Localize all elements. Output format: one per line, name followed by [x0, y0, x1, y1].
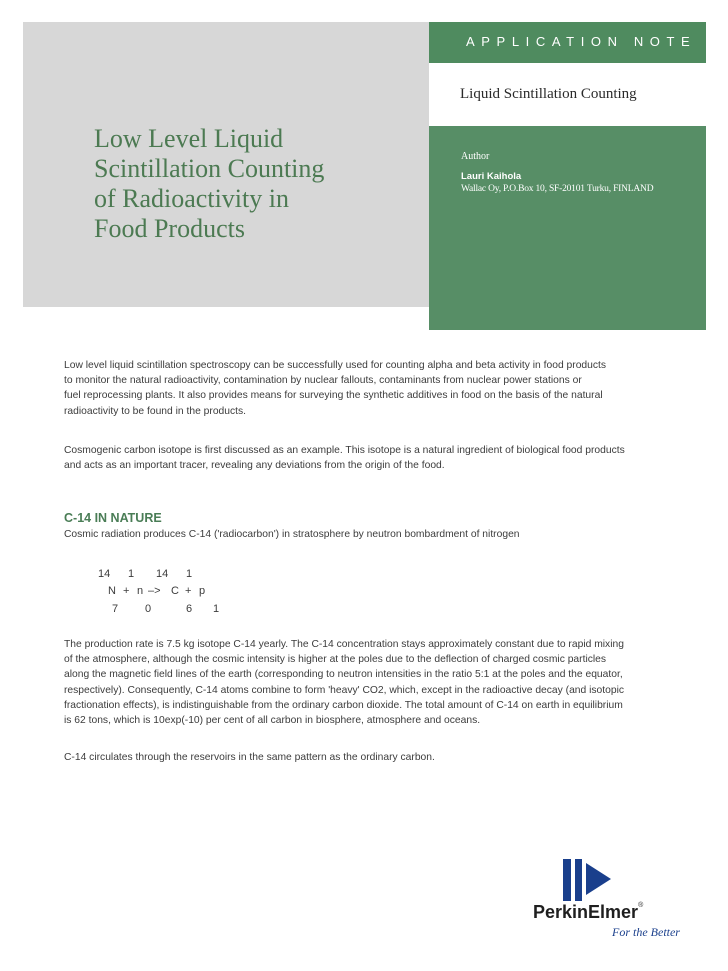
equation-subscript: 1 [213, 603, 220, 615]
equation-symbol: N [108, 585, 116, 597]
text-line: respectively). Consequently, C-14 atoms combine to form 'heavy' CO2, which, except in the radioactive decay (and isotopic [64, 684, 625, 696]
brand-tagline: For the Better [612, 925, 680, 939]
perkinelmer-logo [533, 854, 703, 944]
text-line: The production rate is 7.5 kg isotope C-14 yearly. The C-14 concentration stays approximately constant due to rapid mixing [64, 639, 624, 650]
equation-symbol: –> [148, 585, 161, 597]
text-line: of the atmosphere, although the cosmic intensity is higher at the poles due to the deflection of charged cosmic particles [64, 654, 607, 666]
equation-subscript: 7 [112, 603, 119, 615]
text-line: Cosmic radiation produces C-14 ('radiocarbon') in stratosphere by neutron bombardment of nitrogen [64, 529, 520, 540]
document-type-label: APPLICATION NOTE [466, 34, 697, 49]
text-line: along the magnetic field lines of the earth (corresponding to neutron intensities in the ratio 5:1 at the poles and the equator, [64, 669, 623, 681]
registered-mark: ® [638, 902, 644, 909]
brand-name [533, 902, 643, 923]
equation-superscript: 1 [128, 568, 135, 580]
section-paragraph-1 [64, 527, 664, 542]
equation-subscript: 0 [145, 603, 152, 615]
title-line: Food Products [94, 214, 245, 243]
author-label: Author [461, 151, 490, 162]
equation-superscript: 14 [98, 568, 111, 580]
section-heading: C-14 IN NATURE [64, 511, 162, 525]
equation-symbol: n [137, 585, 144, 597]
equation-superscript: 14 [156, 568, 169, 580]
equation-symbol: + [185, 585, 192, 597]
text-line: and acts as an important tracer, revealing any deviations from the origin of the food. [64, 460, 445, 472]
intro-paragraph-1 [64, 358, 664, 419]
brand-name-part: Elmer [588, 902, 639, 922]
title-line: of Radioactivity in [94, 184, 289, 213]
text-line: Cosmogenic carbon isotope is first discussed as an example. This isotope is a natural ingredient of biological food products [64, 445, 625, 456]
perkinelmer-p-logo-icon [561, 857, 615, 903]
intro-paragraph-2 [64, 443, 664, 473]
section-paragraph-3 [64, 750, 664, 765]
text-line: Low level liquid scintillation spectroscopy can be successfully used for counting alpha and beta activity in food products [64, 360, 607, 371]
author-affiliation: Wallac Oy, P.O.Box 10, SF-20101 Turku, FINLAND [461, 184, 654, 194]
equation-subscript: 6 [186, 603, 193, 615]
equation-symbol: + [123, 585, 130, 597]
document-subtitle: Liquid Scintillation Counting [460, 86, 637, 102]
brand-name-part: Perkin [533, 902, 589, 922]
text-line: to monitor the natural radioactivity, contamination by nuclear fallouts, contaminants from nuclear power stations or [64, 375, 582, 387]
text-line: fuel reprocessing plants. It also provides means for surveying the synthetic additives in food on the basis of the natural [64, 390, 603, 402]
document-type-banner [429, 22, 706, 63]
equation-symbol: C [171, 585, 179, 597]
equation-superscript: 1 [186, 568, 193, 580]
equation-symbol: p [199, 585, 206, 597]
text-line: fractionation effects), is indistinguishable from the ordinary carbon dioxide. The total amount of C-14 on earth in equilibrium [64, 699, 623, 711]
title-line: Low Level Liquid [94, 124, 284, 153]
section-paragraph-2 [64, 637, 664, 728]
document-title [94, 124, 424, 244]
text-line: C-14 circulates through the reservoirs in the same pattern as the ordinary carbon. [64, 752, 435, 763]
author-panel [429, 126, 706, 330]
text-line: is 62 tons, which is 10exp(-10) per cent of all carbon in biosphere, atmosphere and oceans. [64, 715, 481, 727]
title-line: Scintillation Counting [94, 154, 325, 183]
text-line: radioactivity to be found in the products. [64, 405, 247, 417]
author-name: Lauri Kaihola [461, 171, 522, 182]
